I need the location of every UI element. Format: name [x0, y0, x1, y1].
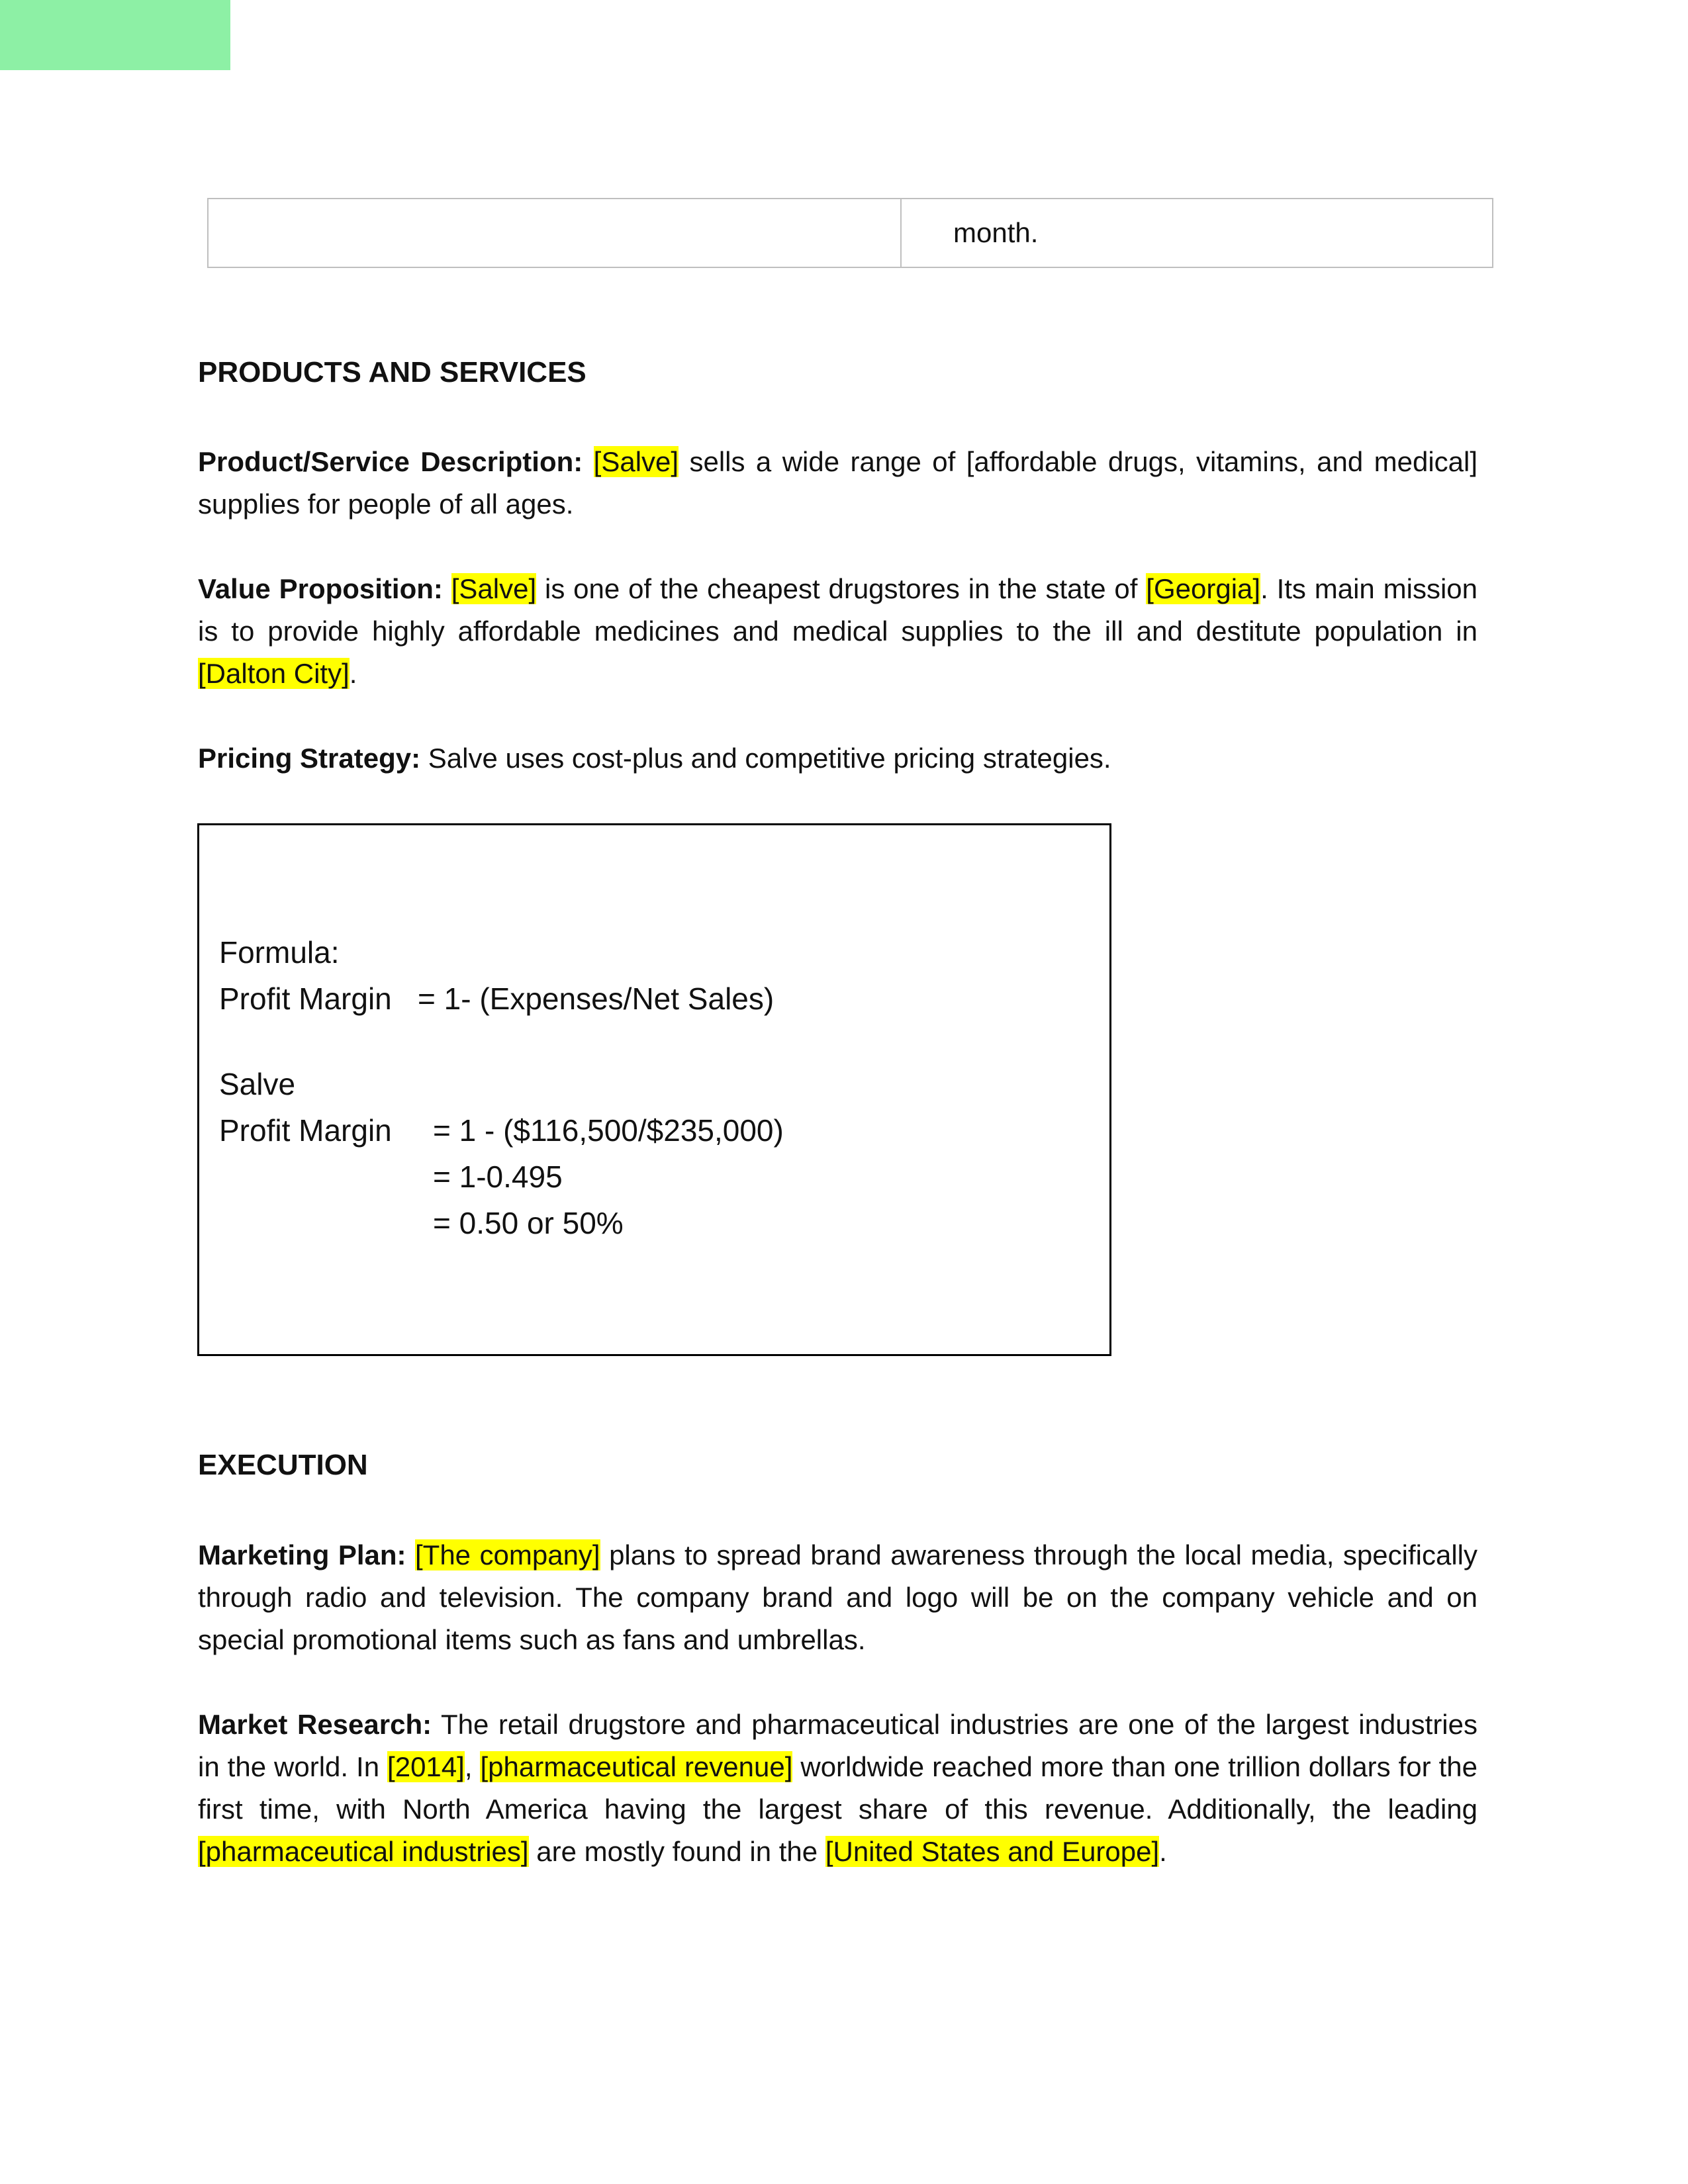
- value-proposition-text: . Its main mission is to provide highly affordable medicines and medical supplies to the ill and destitute population in: [198, 573, 1477, 647]
- table-cell-left: [209, 199, 902, 267]
- city-placeholder: [Dalton City]: [198, 658, 350, 689]
- calculation-step-1: = 1 - ($116,500/$235,000): [433, 1113, 784, 1148]
- company-placeholder: [Salve]: [451, 573, 537, 604]
- formula-label: Formula:: [219, 935, 340, 970]
- company-placeholder: [The company]: [415, 1539, 600, 1570]
- pricing-strategy-text: Salve uses cost-plus and competitive pricing strategies.: [420, 743, 1111, 774]
- profit-margin-label: Profit Margin: [219, 981, 392, 1016]
- execution-heading: EXECUTION: [198, 1449, 368, 1481]
- market-research-text: .: [1159, 1836, 1167, 1867]
- calculation-step-2: = 1-0.495: [433, 1160, 563, 1194]
- corner-tab-marker: [0, 0, 230, 70]
- profit-margin-formula-box: [197, 823, 1111, 1356]
- pricing-strategy-paragraph: [198, 737, 1477, 780]
- market-research-paragraph: [198, 1704, 1477, 1873]
- company-placeholder: [Salve]: [593, 446, 679, 477]
- marketing-plan-label: Marketing Plan:: [198, 1539, 406, 1570]
- marketing-plan-text: plans to spread brand awareness through the local media, specifically through radio and television. The company brand and logo will be on the company vehicle and on special promotional items such as fans and umbrellas.: [198, 1539, 1477, 1655]
- market-research-text: are mostly found in the: [528, 1836, 825, 1867]
- product-description-text: sells a wide range of [affordable drugs, vitamins, and medical] supplies for people of all ages.: [198, 446, 1478, 520]
- product-description-paragraph: [198, 441, 1477, 525]
- year-placeholder: [2014]: [387, 1751, 465, 1782]
- state-placeholder: [Georgia]: [1146, 573, 1261, 604]
- market-research-text: worldwide reached more than one trillion dollars for the first time, with North America having the largest share of this revenue. Additionally, the leading: [198, 1751, 1478, 1825]
- pricing-strategy-label: Pricing Strategy:: [198, 743, 421, 774]
- regions-placeholder: [United States and Europe]: [825, 1836, 1160, 1867]
- company-profit-margin-label: Profit Margin: [219, 1113, 392, 1148]
- top-table: [207, 198, 1493, 268]
- value-proposition-text: .: [349, 658, 357, 689]
- calculation-result: = 0.50 or 50%: [433, 1206, 624, 1240]
- value-proposition-text: is one of the cheapest drugstores in the state of: [536, 573, 1147, 604]
- company-name: Salve: [219, 1067, 296, 1101]
- value-proposition-paragraph: [198, 568, 1477, 695]
- market-research-text: ,: [464, 1751, 481, 1782]
- table-cell-right: month.: [953, 217, 1039, 248]
- market-research-text: The retail drugstore and pharmaceutical industries are one of the largest industries in the world. In: [198, 1709, 1477, 1782]
- revenue-placeholder: [pharmaceutical revenue]: [480, 1751, 793, 1782]
- industries-placeholder: [pharmaceutical industries]: [198, 1836, 529, 1867]
- formula-expression: = 1- (Expenses/Net Sales): [418, 981, 774, 1016]
- market-research-label: Market Research:: [198, 1709, 432, 1740]
- products-services-heading: PRODUCTS AND SERVICES: [198, 356, 586, 388]
- marketing-plan-paragraph: [198, 1534, 1477, 1661]
- value-proposition-label: Value Proposition:: [198, 573, 443, 604]
- product-description-label: Product/Service Description:: [198, 446, 583, 477]
